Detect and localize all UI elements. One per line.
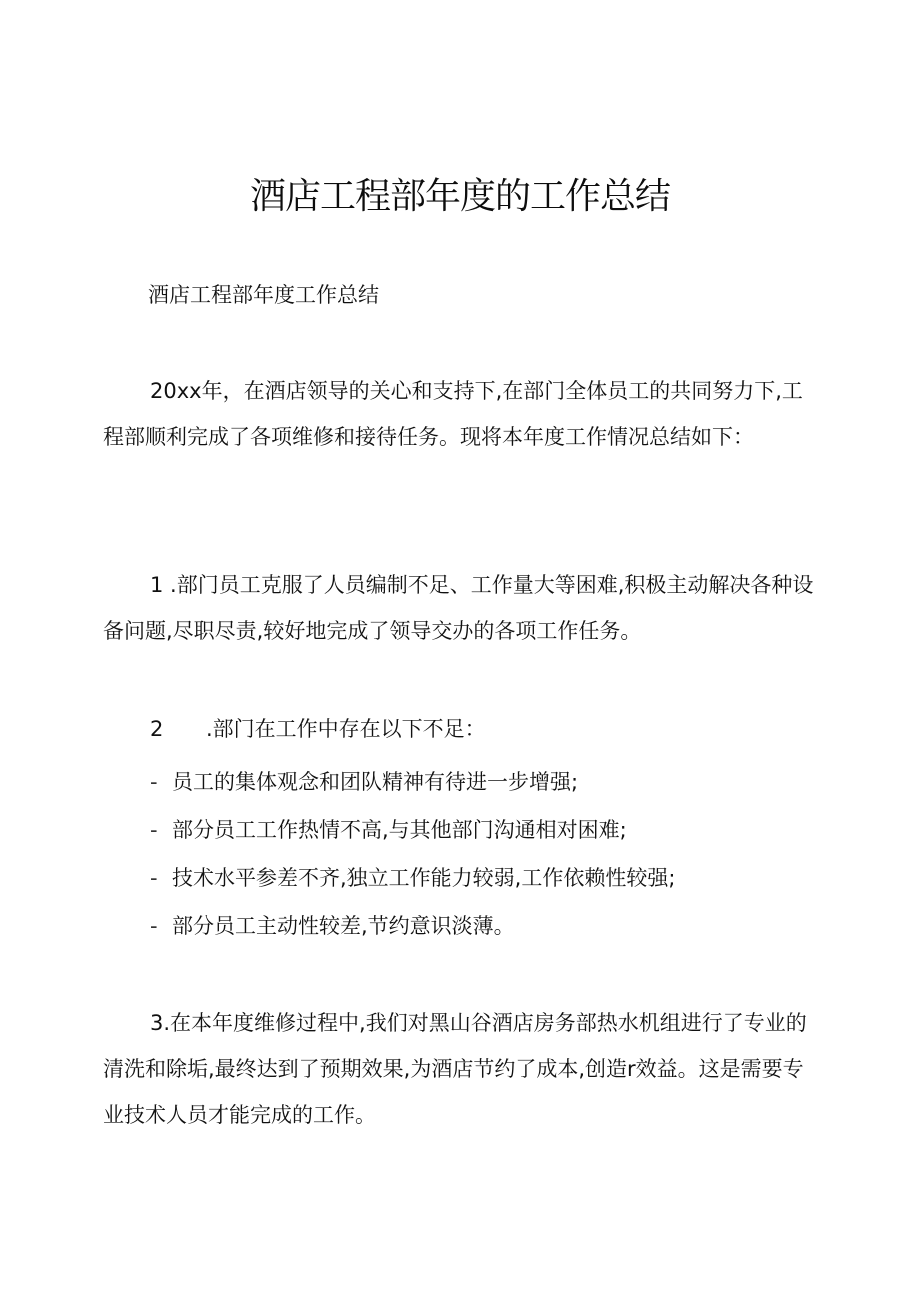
list-item (150, 854, 675, 902)
list-item-text: 技术水平参差不齐,独立工作能力较弱,工作依赖性较强; (172, 866, 676, 890)
item-2-heading (150, 712, 486, 746)
list-item-text: 部分员工工作热情不高,与其他部门沟通相对困难; (172, 818, 627, 842)
bullet-dash: - (150, 818, 158, 842)
list-item-text: 部分员工主动性较差,节约意识淡薄。 (172, 914, 515, 938)
list-item-text: 员工的集体观念和团队精神有待进一步增强; (172, 770, 579, 794)
intro-paragraph: 20xx年，在酒店领导的关心和支持下,在部门全体员工的共同努力下,工程部顺利完成了各项维修和接待任务。现将本年度工作情况总结如下： (103, 379, 803, 449)
item-3-paragraph: 3.在本年度维修过程中,我们对黑山谷酒店房务部热水机组进行了专业的清洗和除垢,最终达到了预期效果,为酒店节约了成本,创造r效益。这是需要专业技术人员才能完成的工作。 (103, 1011, 807, 1127)
item-2-number: 2 (150, 717, 164, 741)
shortcomings-list (150, 758, 675, 950)
document-title: 酒店工程部年度的工作总结 (249, 176, 670, 217)
bullet-dash: - (150, 914, 158, 938)
bullet-dash: - (150, 770, 158, 794)
item-1-paragraph: 1 .部门员工克服了人员编制不足、工作量大等困难,积极主动解决各种设备问题,尽职尽责,较好地完成了领导交办的各项工作任务。 (103, 573, 814, 643)
document-subtitle: 酒店工程部年度工作总结 (148, 283, 379, 307)
list-item (150, 806, 675, 854)
item-2-heading-text: .部门在工作中存在以下不足： (206, 717, 486, 741)
bullet-dash: - (150, 866, 158, 890)
list-item (150, 902, 675, 950)
list-item (150, 758, 675, 806)
